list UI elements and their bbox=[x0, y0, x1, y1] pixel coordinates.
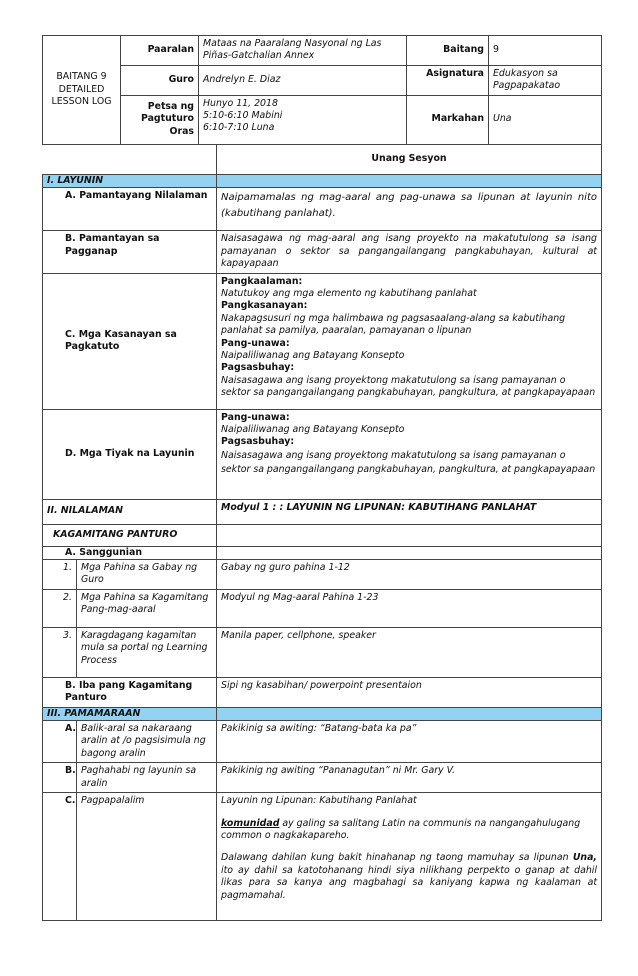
pamamaraan-heading: III. PAMAMARAAN bbox=[43, 707, 217, 720]
kasanayan-text: Naipaliliwanag ang Batayang Konsepto bbox=[221, 350, 405, 362]
title-line: BAITANG 9 bbox=[56, 71, 107, 83]
lesson-log-title bbox=[43, 36, 121, 145]
step-letter: C. bbox=[43, 793, 77, 921]
pagpapalalim-paragraph-cont: ito ay dahil sa katotohanang hindi siya nilikhang perpekto o ganap at dahil likas para sa kanya ang magbahagi sa kaniyang kapwa ng kaalaman at pagmamahal. bbox=[221, 864, 597, 901]
sanggunian-item-value: Manila paper, cellphone, speaker bbox=[217, 627, 602, 677]
sanggunian-label: A. Sanggunian bbox=[43, 546, 217, 559]
pamantayan-pagganap-label: B. Pamantayan sa Pagganap bbox=[43, 231, 217, 273]
guro-label: Guro bbox=[121, 65, 199, 95]
lesson-table bbox=[42, 144, 602, 921]
nilalaman-value: Modyul 1 : : LAYUNIN NG LIPUNAN: KABUTIHANG PANLAHAT bbox=[217, 499, 602, 524]
petsa-value bbox=[199, 95, 407, 144]
kagamitan-heading: KAGAMITANG PANTURO bbox=[43, 524, 217, 546]
pagpapalalim-value bbox=[217, 793, 602, 921]
kasanayan-value bbox=[217, 273, 602, 409]
markahan-value: Una bbox=[489, 95, 602, 144]
pagpapalalim-label: Pagpapalalim bbox=[77, 793, 217, 921]
sanggunian-item-label: Mga Pahina sa Kagamitang Pang-mag-aaral bbox=[77, 589, 217, 627]
layunin-heading-text: Pagsasbuhay: bbox=[221, 436, 295, 448]
balik-aral-value: Pakikinig sa awiting: “Batang-bata ka pa” bbox=[217, 721, 602, 763]
petsa-line: 6:10-7:10 Luna bbox=[203, 122, 275, 134]
petsa-label-line: Oras bbox=[169, 125, 194, 137]
kasanayan-heading: Pang-unawa: bbox=[221, 337, 290, 349]
iba-pang-kagamitan-value: Sipi ng kasabihan/ powerpoint presentaion bbox=[217, 677, 602, 707]
kasanayan-heading: Pangkaalaman: bbox=[221, 275, 303, 287]
title-line: LESSON LOG bbox=[51, 96, 112, 108]
kasanayan-text: Naisasagawa ang isang proyektong makatutulong sa isang pamayanan o sektor sa pangangailangang pangkabuhayan, pangkultura, at pangkapayapaan bbox=[221, 374, 596, 399]
asignatura-label: Asignatura bbox=[407, 65, 489, 95]
item-number: 3. bbox=[43, 627, 77, 677]
una-label: Una, bbox=[572, 852, 597, 864]
kasanayan-text: Nakapagsusuri ng mga halimbawa ng pagsasaalang-alang sa kabutihang panlahat sa pamilya, paaralan, pamayanan o lipunan bbox=[221, 312, 566, 337]
item-number: 2. bbox=[43, 589, 77, 627]
layunin-heading: I. LAYUNIN bbox=[43, 175, 217, 188]
sanggunian-item-label: Karagdagang kagamitan mula sa portal ng Learning Process bbox=[77, 627, 217, 677]
paghahabi-value: Pakikinig ng awiting “Pananagutan” ni Mr. Gary V. bbox=[217, 763, 602, 793]
layunin-heading-text: Pang-unawa: bbox=[221, 411, 290, 423]
layunin-text: Naisasagawa ang isang proyektong makatutulong sa isang pamayanan o sektor sa pangangailangang pangkabuhayan, pangkultura, at pangkapayapaan bbox=[221, 449, 596, 476]
guro-value: Andrelyn E. Diaz bbox=[199, 65, 407, 95]
petsa-line: 5:10-6:10 Mabini bbox=[203, 110, 283, 122]
paghahabi-label: Paghahabi ng layunin sa aralin bbox=[77, 763, 217, 793]
tiyak-na-layunin-value bbox=[217, 409, 602, 499]
kasanayan-heading: Pagsasbuhay: bbox=[221, 362, 295, 374]
sanggunian-item-value: Gabay ng guro pahina 1-12 bbox=[217, 560, 602, 590]
petsa-line: Hunyo 11, 2018 bbox=[203, 97, 278, 109]
title-line: DETAILED bbox=[58, 83, 105, 95]
komunidad-definition: ay galing sa salitang Latin na communis na nangangahulugang common o nagkakapareho. bbox=[221, 817, 581, 841]
header-table bbox=[42, 35, 602, 145]
pagpapalalim-title: Layunin ng Lipunan: Kabutihang Panlahat bbox=[221, 795, 417, 807]
kasanayan-heading: Pangkasanayan: bbox=[221, 300, 308, 312]
item-number: 1. bbox=[43, 560, 77, 590]
layunin-text: Naipaliliwanag ang Batayang Konsepto bbox=[221, 424, 405, 436]
asignatura-value: Edukasyon sa Pagpapakatao bbox=[489, 65, 602, 95]
step-letter: A. bbox=[43, 721, 77, 763]
baitang-label: Baitang bbox=[407, 36, 489, 66]
sanggunian-item-label: Mga Pahina sa Gabay ng Guro bbox=[77, 560, 217, 590]
nilalaman-heading: II. NILALAMAN bbox=[43, 499, 217, 524]
tiyak-na-layunin-label: D. Mga Tiyak na Layunin bbox=[43, 409, 217, 499]
petsa-label bbox=[121, 95, 199, 144]
kasanayan-label: C. Mga Kasanayan sa Pagkatuto bbox=[43, 273, 217, 409]
session-title: Unang Sesyon bbox=[217, 145, 602, 175]
sanggunian-item-value: Modyul ng Mag-aaral Pahina 1-23 bbox=[217, 589, 602, 627]
petsa-label-line: Pagtuturo bbox=[140, 113, 194, 125]
petsa-label-line: Petsa ng bbox=[147, 101, 194, 113]
pamantayang-nilalaman-label: A. Pamantayang Nilalaman bbox=[43, 188, 217, 231]
markahan-label: Markahan bbox=[407, 95, 489, 144]
kasanayan-text: Natutukoy ang mga elemento ng kabutihang panlahat bbox=[221, 288, 477, 300]
paaralan-label: Paaralan bbox=[121, 36, 199, 66]
paaralan-value: Mataas na Paaralang Nasyonal ng Las Piñas-Gatchalian Annex bbox=[199, 36, 407, 66]
pamantayan-pagganap-value: Naisasagawa ng mag-aaral ang isang proyekto na makatutulong sa isang pamayanan o sektor sa pangangailangang pangkabuhayan, kultural at kapayapaan bbox=[217, 231, 602, 273]
step-letter: B. bbox=[43, 763, 77, 793]
pamantayang-nilalaman-value: Naipamamalas ng mag-aaral ang pag-unawa sa lipunan at layunin nito (kabutihang panlahat). bbox=[217, 188, 602, 231]
baitang-value: 9 bbox=[489, 36, 602, 66]
iba-pang-kagamitan-label: B. Iba pang Kagamitang Panturo bbox=[43, 677, 217, 707]
pagpapalalim-paragraph: Dalawang dahilan kung bakit hinahanap ng taong mamuhay sa lipunan bbox=[221, 852, 573, 864]
balik-aral-label: Balik-aral sa nakaraang aralin at /o pagsisimula ng bagong aralin bbox=[77, 721, 217, 763]
komunidad-term: komunidad bbox=[221, 817, 280, 829]
